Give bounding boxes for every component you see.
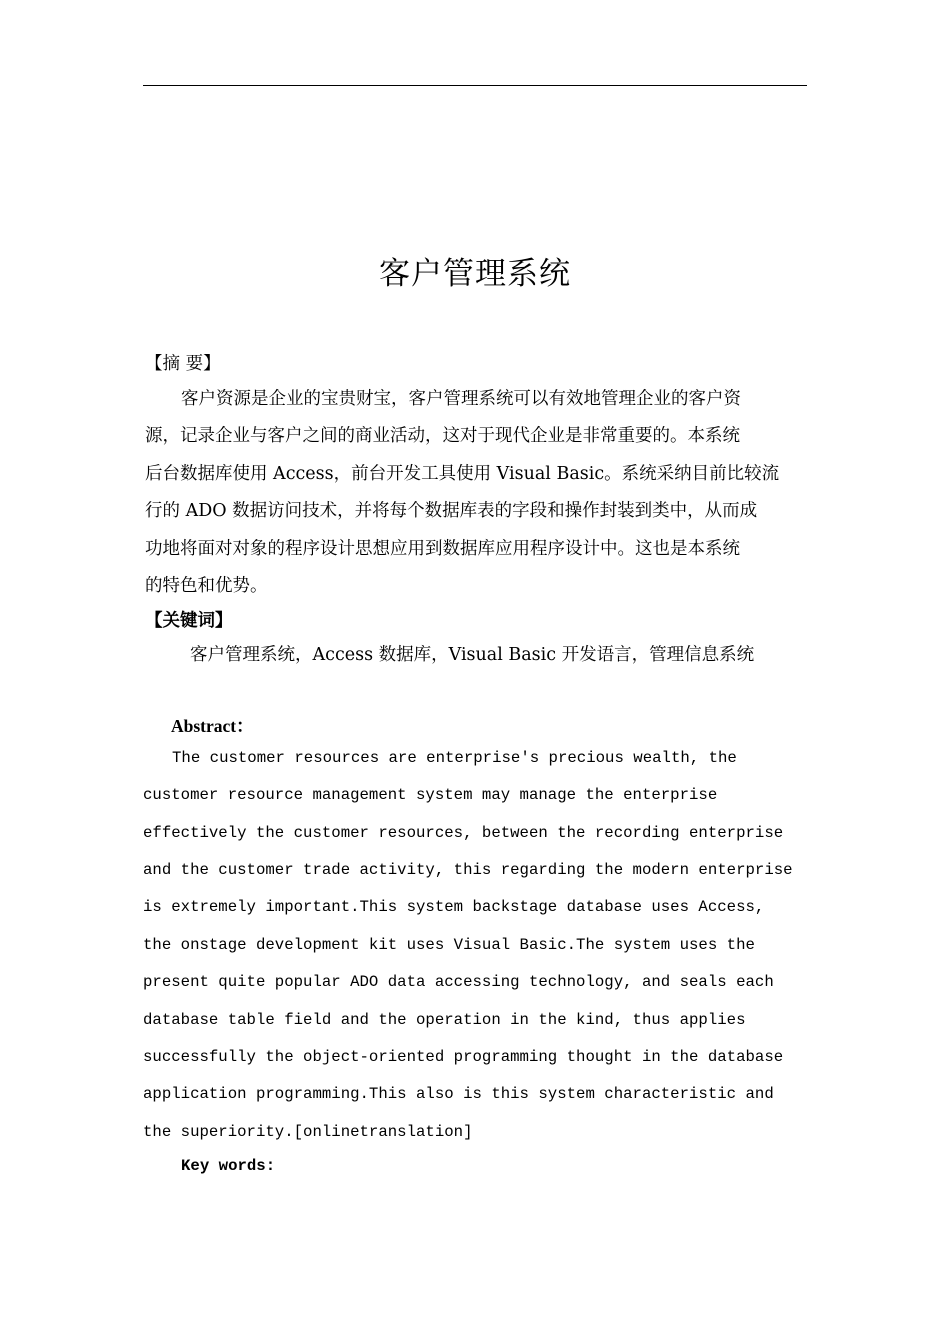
abstract-cn-line: 功地将面对对象的程序设计思想应用到数据库应用程序设计中。这也是本系统 — [145, 539, 740, 559]
abstract-en-line: effectively the customer resources, between the recording enterprise — [143, 824, 784, 842]
abstract-en-line: customer resource management system may manage the enterprise — [143, 786, 718, 804]
keywords-en-heading: Key words: — [181, 1157, 276, 1175]
abstract-en-line: present quite popular ADO data accessing technology, and seals each — [143, 973, 774, 991]
abstract-en-line: database table field and the operation in the kind, thus applies — [143, 1011, 746, 1029]
abstract-en-line: application programming.This also is this system characteristic and — [143, 1085, 774, 1103]
abstract-cn-line: 客户资源是企业的宝贵财宝，客户管理系统可以有效地管理企业的客户资 — [181, 389, 741, 409]
abstract-en-line: successfully the object-oriented programming thought in the database — [143, 1048, 784, 1066]
abstract-cn-heading: 【摘 要】 — [145, 354, 221, 374]
keywords-cn-heading: 【关键词】 — [145, 611, 233, 631]
abstract-cn-line: 后台数据库使用 Access，前台开发工具使用 Visual Basic。系统采纳目前比较流 — [145, 464, 780, 484]
abstract-en-line: is extremely important.This system backstage database uses Access, — [143, 898, 765, 916]
abstract-en-line: The customer resources are enterprise's precious wealth, the — [172, 749, 737, 767]
abstract-cn-line: 行的 ADO 数据访问技术，并将每个数据库表的字段和操作封装到类中，从而成 — [145, 501, 758, 521]
keywords-cn-text: 客户管理系统，Access 数据库，Visual Basic 开发语言，管理信息系统 — [190, 645, 755, 665]
abstract-cn-line: 的特色和优势。 — [145, 576, 268, 596]
header-rule — [143, 85, 807, 86]
abstract-en-heading: Abstract： — [171, 716, 254, 736]
abstract-cn-line: 源，记录企业与客户之间的商业活动，这对于现代企业是非常重要的。本系统 — [145, 426, 740, 446]
abstract-en-line: the superiority.[onlinetranslation] — [143, 1123, 473, 1141]
abstract-en-line: the onstage development kit uses Visual Basic.The system uses the — [143, 936, 755, 954]
abstract-en-line: and the customer trade activity, this regarding the modern enterprise — [143, 861, 793, 879]
document-title: 客户管理系统 — [379, 256, 571, 292]
